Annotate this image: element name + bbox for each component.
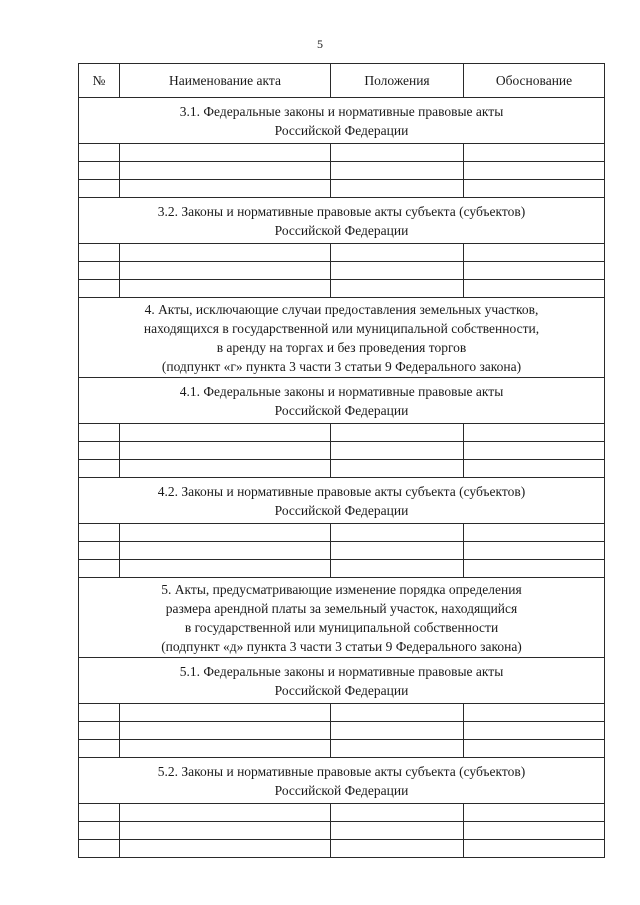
table-row [79, 542, 605, 560]
section-heading [79, 98, 605, 144]
cell-act-name [120, 180, 331, 198]
cell-provisions [331, 460, 464, 478]
section-heading-row [79, 658, 605, 704]
section-heading-line: 3.2. Законы и нормативные правовые акты субъекта (субъектов) [157, 203, 526, 219]
section-heading-row [79, 478, 605, 524]
cell-provisions [331, 262, 464, 280]
cell-number [79, 804, 120, 822]
table-row [79, 524, 605, 542]
section-heading-line: (подпункт «г» пункта 3 части 3 статьи 9 Федерального закона) [161, 358, 522, 374]
cell-justification [464, 704, 605, 722]
section-heading-row [79, 98, 605, 144]
cell-number [79, 740, 120, 758]
section-heading [79, 578, 605, 658]
section-heading-row [79, 378, 605, 424]
section-heading-line: 5.2. Законы и нормативные правовые акты субъекта (субъектов) [157, 763, 526, 779]
cell-justification [464, 840, 605, 858]
cell-provisions [331, 162, 464, 180]
cell-number [79, 840, 120, 858]
section-heading-line: Российской Федерации [274, 502, 409, 518]
cell-act-name [120, 524, 331, 542]
table-row [79, 424, 605, 442]
cell-act-name [120, 424, 331, 442]
cell-number [79, 262, 120, 280]
cell-provisions [331, 542, 464, 560]
cell-justification [464, 442, 605, 460]
cell-number [79, 822, 120, 840]
cell-justification [464, 162, 605, 180]
section-heading [79, 298, 605, 378]
cell-provisions [331, 840, 464, 858]
table-row [79, 442, 605, 460]
cell-number [79, 460, 120, 478]
section-heading-line: 4.2. Законы и нормативные правовые акты субъекта (субъектов) [157, 483, 526, 499]
cell-number [79, 442, 120, 460]
cell-act-name [120, 804, 331, 822]
section-heading-line: 4.1. Федеральные законы и нормативные правовые акты [179, 383, 504, 399]
cell-provisions [331, 822, 464, 840]
cell-justification [464, 180, 605, 198]
cell-provisions [331, 180, 464, 198]
cell-provisions [331, 144, 464, 162]
table-row [79, 804, 605, 822]
cell-act-name [120, 542, 331, 560]
section-heading [79, 758, 605, 804]
section-heading [79, 478, 605, 524]
section-heading-line: Российской Федерации [274, 682, 409, 698]
cell-provisions [331, 524, 464, 542]
cell-justification [464, 524, 605, 542]
section-heading-line: 4. Акты, исключающие случаи предоставления земельных участков, [144, 301, 539, 317]
cell-act-name [120, 144, 331, 162]
cell-act-name [120, 280, 331, 298]
section-heading [79, 658, 605, 704]
cell-act-name [120, 704, 331, 722]
cell-act-name [120, 840, 331, 858]
table-row [79, 740, 605, 758]
table-row [79, 840, 605, 858]
table-header-row [79, 64, 605, 98]
cell-justification [464, 144, 605, 162]
cell-number [79, 180, 120, 198]
cell-number [79, 144, 120, 162]
table-row [79, 704, 605, 722]
cell-justification [464, 424, 605, 442]
section-heading [79, 198, 605, 244]
section-heading-line: в аренду на торгах и без проведения торгов [216, 339, 467, 355]
cell-justification [464, 822, 605, 840]
table-row [79, 722, 605, 740]
table-row [79, 262, 605, 280]
cell-justification [464, 740, 605, 758]
cell-act-name [120, 560, 331, 578]
cell-provisions [331, 804, 464, 822]
section-heading-line: 5. Акты, предусматривающие изменение порядка определения [161, 581, 522, 597]
cell-number [79, 424, 120, 442]
table-row [79, 280, 605, 298]
table-row [79, 144, 605, 162]
table-row [79, 244, 605, 262]
section-heading-line: Российской Федерации [274, 222, 409, 238]
section-heading-row [79, 578, 605, 658]
section-heading-line: 3.1. Федеральные законы и нормативные правовые акты [179, 103, 504, 119]
section-heading-row [79, 198, 605, 244]
cell-provisions [331, 442, 464, 460]
acts-table [78, 63, 605, 858]
table-row [79, 560, 605, 578]
cell-provisions [331, 704, 464, 722]
cell-act-name [120, 244, 331, 262]
cell-justification [464, 542, 605, 560]
cell-justification [464, 460, 605, 478]
cell-act-name [120, 442, 331, 460]
section-heading-line: находящихся в государственной или муниципальной собственности, [143, 320, 540, 336]
cell-number [79, 162, 120, 180]
column-header-justification: Обоснование [464, 64, 605, 98]
section-heading-line: в государственной или муниципальной собственности [184, 619, 499, 635]
cell-provisions [331, 722, 464, 740]
column-header-act-name: Наименование акта [120, 64, 331, 98]
cell-justification [464, 262, 605, 280]
cell-number [79, 524, 120, 542]
section-heading-row [79, 758, 605, 804]
cell-number [79, 704, 120, 722]
table-body [79, 98, 605, 858]
cell-provisions [331, 280, 464, 298]
cell-justification [464, 244, 605, 262]
cell-act-name [120, 162, 331, 180]
table-row [79, 460, 605, 478]
section-heading-line: Российской Федерации [274, 402, 409, 418]
table-row [79, 162, 605, 180]
section-heading-line: (подпункт «д» пункта 3 части 3 статьи 9 Федерального закона) [161, 638, 522, 654]
section-heading-line: Российской Федерации [274, 122, 409, 138]
column-header-number: № [79, 64, 120, 98]
cell-provisions [331, 740, 464, 758]
page-number: 5 [317, 37, 323, 51]
section-heading-line: 5.1. Федеральные законы и нормативные правовые акты [179, 663, 504, 679]
cell-provisions [331, 244, 464, 262]
cell-number [79, 560, 120, 578]
cell-justification [464, 560, 605, 578]
cell-number [79, 280, 120, 298]
cell-justification [464, 804, 605, 822]
section-heading-line: размера арендной платы за земельный участок, находящийся [165, 600, 518, 616]
section-heading-row [79, 298, 605, 378]
cell-provisions [331, 424, 464, 442]
section-heading-line: Российской Федерации [274, 782, 409, 798]
cell-provisions [331, 560, 464, 578]
cell-act-name [120, 262, 331, 280]
cell-justification [464, 722, 605, 740]
cell-act-name [120, 740, 331, 758]
cell-act-name [120, 822, 331, 840]
table-row [79, 180, 605, 198]
column-header-provisions: Положения [331, 64, 464, 98]
cell-justification [464, 280, 605, 298]
cell-number [79, 244, 120, 262]
cell-number [79, 722, 120, 740]
cell-act-name [120, 460, 331, 478]
cell-number [79, 542, 120, 560]
table-row [79, 822, 605, 840]
section-heading [79, 378, 605, 424]
cell-act-name [120, 722, 331, 740]
